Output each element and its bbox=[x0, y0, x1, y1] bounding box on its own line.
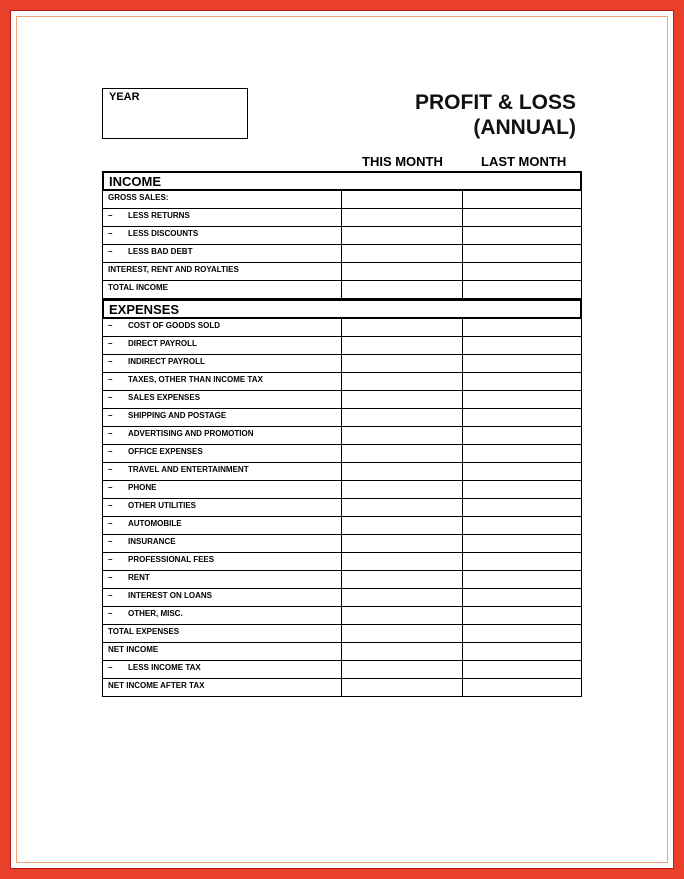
row-label bbox=[103, 391, 342, 408]
this-month-cell[interactable] bbox=[342, 281, 464, 298]
this-month-cell[interactable] bbox=[342, 661, 464, 678]
table-row bbox=[102, 209, 582, 227]
row-label bbox=[103, 281, 342, 298]
table-row bbox=[102, 643, 582, 661]
row-label-text: TAXES, OTHER THAN INCOME TAX bbox=[128, 375, 263, 384]
table-row bbox=[102, 445, 582, 463]
row-label bbox=[103, 535, 342, 552]
expense-rows bbox=[102, 319, 582, 697]
row-label bbox=[103, 643, 342, 660]
this-month-cell[interactable] bbox=[342, 499, 464, 516]
last-month-cell[interactable] bbox=[463, 679, 582, 696]
table-row bbox=[102, 281, 582, 299]
row-label bbox=[103, 679, 342, 696]
this-month-cell[interactable] bbox=[342, 643, 464, 660]
row-dash: – bbox=[108, 211, 113, 220]
this-month-cell[interactable] bbox=[342, 517, 464, 534]
row-label-text: INTEREST ON LOANS bbox=[128, 591, 213, 600]
last-month-cell[interactable] bbox=[463, 191, 582, 208]
title-line-2: (ANNUAL) bbox=[473, 116, 576, 139]
last-month-cell[interactable] bbox=[463, 643, 582, 660]
column-header-last-month: LAST MONTH bbox=[481, 154, 567, 169]
row-label-text: LESS DISCOUNTS bbox=[128, 229, 199, 238]
column-header-this-month: THIS MONTH bbox=[362, 154, 443, 169]
row-label bbox=[103, 245, 342, 262]
this-month-cell[interactable] bbox=[342, 607, 464, 624]
row-label-text: LESS RETURNS bbox=[128, 211, 190, 220]
row-label-text: ADVERTISING AND PROMOTION bbox=[128, 429, 254, 438]
table-row bbox=[102, 191, 582, 209]
this-month-cell[interactable] bbox=[342, 227, 464, 244]
row-label bbox=[103, 625, 342, 642]
last-month-cell[interactable] bbox=[463, 281, 582, 298]
row-label-text: GROSS SALES: bbox=[108, 193, 169, 202]
row-label-text: INTEREST, RENT AND ROYALTIES bbox=[108, 265, 239, 274]
table-row bbox=[102, 517, 582, 535]
last-month-cell[interactable] bbox=[463, 263, 582, 280]
this-month-cell[interactable] bbox=[342, 463, 464, 480]
row-label bbox=[103, 191, 342, 208]
row-label bbox=[103, 661, 342, 678]
last-month-cell[interactable] bbox=[463, 571, 582, 588]
year-label: YEAR bbox=[109, 91, 140, 103]
row-label-text: LESS INCOME TAX bbox=[128, 663, 201, 672]
last-month-cell[interactable] bbox=[463, 661, 582, 678]
row-dash: – bbox=[108, 609, 113, 618]
last-month-cell[interactable] bbox=[463, 319, 582, 336]
last-month-cell[interactable] bbox=[463, 245, 582, 262]
row-label-text: INSURANCE bbox=[128, 537, 176, 546]
row-label-text: LESS BAD DEBT bbox=[128, 247, 193, 256]
table-row bbox=[102, 245, 582, 263]
table-row bbox=[102, 409, 582, 427]
last-month-cell[interactable] bbox=[463, 589, 582, 606]
last-month-cell[interactable] bbox=[463, 535, 582, 552]
row-dash: – bbox=[108, 429, 113, 438]
row-label-text: SALES EXPENSES bbox=[128, 393, 201, 402]
row-dash: – bbox=[108, 501, 113, 510]
row-label-text: TOTAL EXPENSES bbox=[108, 627, 180, 636]
row-dash: – bbox=[108, 339, 113, 348]
last-month-cell[interactable] bbox=[463, 445, 582, 462]
row-label bbox=[103, 227, 342, 244]
row-dash: – bbox=[108, 465, 113, 474]
last-month-cell[interactable] bbox=[463, 391, 582, 408]
last-month-cell[interactable] bbox=[463, 409, 582, 426]
title-line-1: PROFIT & LOSS bbox=[414, 91, 576, 114]
this-month-cell[interactable] bbox=[342, 263, 464, 280]
this-month-cell[interactable] bbox=[342, 373, 464, 390]
row-label-text: OTHER, MISC. bbox=[128, 609, 183, 618]
row-dash: – bbox=[108, 321, 113, 330]
row-label bbox=[103, 589, 342, 606]
row-label-text: INDIRECT PAYROLL bbox=[128, 357, 205, 366]
table-row bbox=[102, 355, 582, 373]
row-label bbox=[103, 337, 342, 354]
row-label-text: PROFESSIONAL FEES bbox=[128, 555, 215, 564]
row-dash: – bbox=[108, 555, 113, 564]
row-label-text: SHIPPING AND POSTAGE bbox=[128, 411, 227, 420]
this-month-cell[interactable] bbox=[342, 481, 464, 498]
table-row bbox=[102, 427, 582, 445]
row-label-text: AUTOMOBILE bbox=[128, 519, 182, 528]
row-label-text: DIRECT PAYROLL bbox=[128, 339, 197, 348]
last-month-cell[interactable] bbox=[463, 499, 582, 516]
this-month-cell[interactable] bbox=[342, 337, 464, 354]
table-row bbox=[102, 589, 582, 607]
row-label bbox=[103, 355, 342, 372]
this-month-cell[interactable] bbox=[342, 535, 464, 552]
row-dash: – bbox=[108, 483, 113, 492]
last-month-cell[interactable] bbox=[463, 625, 582, 642]
this-month-cell[interactable] bbox=[342, 427, 464, 444]
row-label-text: OTHER UTILITIES bbox=[128, 501, 196, 510]
last-month-cell[interactable] bbox=[463, 481, 582, 498]
table-row bbox=[102, 625, 582, 643]
row-label bbox=[103, 409, 342, 426]
this-month-cell[interactable] bbox=[342, 445, 464, 462]
this-month-cell[interactable] bbox=[342, 319, 464, 336]
last-month-cell[interactable] bbox=[463, 607, 582, 624]
row-label-text: NET INCOME bbox=[108, 645, 159, 654]
row-dash: – bbox=[108, 411, 113, 420]
last-month-cell[interactable] bbox=[463, 553, 582, 570]
this-month-cell[interactable] bbox=[342, 191, 464, 208]
this-month-cell[interactable] bbox=[342, 209, 464, 226]
section-header-expenses: EXPENSES bbox=[102, 299, 582, 319]
this-month-cell[interactable] bbox=[342, 625, 464, 642]
income-rows bbox=[102, 191, 582, 299]
this-month-cell[interactable] bbox=[342, 391, 464, 408]
table-row bbox=[102, 263, 582, 281]
row-dash: – bbox=[108, 357, 113, 366]
row-label-text: RENT bbox=[128, 573, 150, 582]
row-label bbox=[103, 499, 342, 516]
row-label bbox=[103, 209, 342, 226]
row-label bbox=[103, 481, 342, 498]
table-row bbox=[102, 553, 582, 571]
table-row bbox=[102, 571, 582, 589]
row-dash: – bbox=[108, 519, 113, 528]
last-month-cell[interactable] bbox=[463, 209, 582, 226]
this-month-cell[interactable] bbox=[342, 355, 464, 372]
row-label bbox=[103, 607, 342, 624]
row-label-text: OFFICE EXPENSES bbox=[128, 447, 203, 456]
row-label bbox=[103, 319, 342, 336]
last-month-cell[interactable] bbox=[463, 373, 582, 390]
table-row bbox=[102, 481, 582, 499]
table-row bbox=[102, 319, 582, 337]
table-row bbox=[102, 499, 582, 517]
last-month-cell[interactable] bbox=[463, 463, 582, 480]
this-month-cell[interactable] bbox=[342, 571, 464, 588]
row-dash: – bbox=[108, 447, 113, 456]
row-dash: – bbox=[108, 229, 113, 238]
row-label bbox=[103, 517, 342, 534]
row-dash: – bbox=[108, 663, 113, 672]
this-month-cell[interactable] bbox=[342, 409, 464, 426]
table-row bbox=[102, 661, 582, 679]
row-label bbox=[103, 571, 342, 588]
row-label bbox=[103, 427, 342, 444]
row-label bbox=[103, 463, 342, 480]
last-month-cell[interactable] bbox=[463, 517, 582, 534]
section-header-income: INCOME bbox=[102, 171, 582, 191]
last-month-cell[interactable] bbox=[463, 427, 582, 444]
table-row bbox=[102, 463, 582, 481]
this-month-cell[interactable] bbox=[342, 553, 464, 570]
table-row bbox=[102, 679, 582, 697]
this-month-cell[interactable] bbox=[342, 679, 464, 696]
table-row bbox=[102, 535, 582, 553]
row-dash: – bbox=[108, 537, 113, 546]
row-label bbox=[103, 263, 342, 280]
row-label-text: TOTAL INCOME bbox=[108, 283, 168, 292]
table-row bbox=[102, 607, 582, 625]
year-field[interactable] bbox=[102, 88, 248, 139]
table-row bbox=[102, 227, 582, 245]
row-label-text: PHONE bbox=[128, 483, 157, 492]
last-month-cell[interactable] bbox=[463, 227, 582, 244]
last-month-cell[interactable] bbox=[463, 337, 582, 354]
row-label-text: TRAVEL AND ENTERTAINMENT bbox=[128, 465, 249, 474]
page-title bbox=[415, 90, 576, 140]
table-row bbox=[102, 391, 582, 409]
row-label bbox=[103, 373, 342, 390]
row-label bbox=[103, 445, 342, 462]
row-dash: – bbox=[108, 393, 113, 402]
row-dash: – bbox=[108, 591, 113, 600]
profit-loss-table bbox=[102, 171, 582, 697]
row-dash: – bbox=[108, 573, 113, 582]
row-dash: – bbox=[108, 247, 113, 256]
row-dash: – bbox=[108, 375, 113, 384]
this-month-cell[interactable] bbox=[342, 589, 464, 606]
row-label-text: NET INCOME AFTER TAX bbox=[108, 681, 205, 690]
last-month-cell[interactable] bbox=[463, 355, 582, 372]
row-label-text: COST OF GOODS SOLD bbox=[128, 321, 221, 330]
this-month-cell[interactable] bbox=[342, 245, 464, 262]
table-row bbox=[102, 337, 582, 355]
row-label bbox=[103, 553, 342, 570]
table-row bbox=[102, 373, 582, 391]
